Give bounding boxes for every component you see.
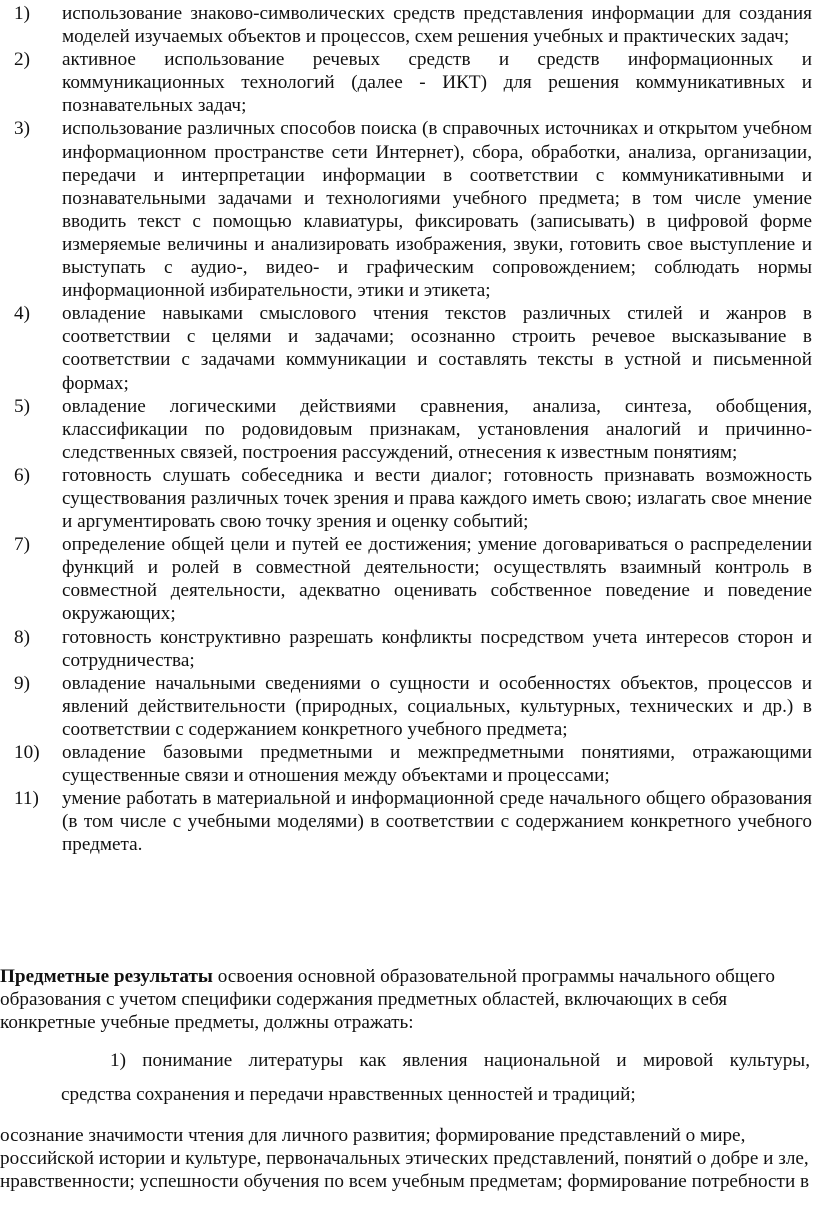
- list-item: [14, 787, 812, 856]
- list-item: [14, 672, 812, 741]
- list-item: [14, 48, 812, 117]
- list-item-number: 1): [14, 3, 30, 24]
- list-item-text: использование знаково-символических средств представления информации для создания моделей изучаемых объектов и процессов, схем решения учебных и практических задач;: [62, 3, 812, 48]
- list-item: [14, 741, 812, 787]
- list-item: [14, 2, 812, 48]
- list-item-number: 8): [14, 626, 30, 648]
- list-item-text: использование различных способов поиска (в справочных источниках и открытом учебном информационном пространстве сети Интернет), сбора, обработки, анализа, организации, передачи и интерпретации информации в соответствии с коммуникативными и познавательными задачами и технологиями учебного предмета; в том числе умение вводить текст с помощью клавиатуры, фиксировать (записывать) в цифровой форме измеряемые величины и анализировать изображения, звуки, готовить свое выступление и выступать с аудио-, видео- и графическим сопровождением; соблюдать нормы информационной избирательности, этики и этикета;: [62, 118, 812, 302]
- list-item: [14, 626, 812, 672]
- list-item-number: 11): [14, 788, 39, 810]
- list-item-text: готовность конструктивно разрешать конфликты посредством учета интересов сторон и сотрудничества;: [62, 626, 812, 671]
- list-item-number: 4): [14, 303, 30, 325]
- list-item: [14, 464, 812, 533]
- list-item: [14, 533, 812, 625]
- list-item-number: 3): [14, 118, 30, 140]
- list-item-number: 6): [14, 464, 30, 486]
- list-item-text: активное использование речевых средств и средств информационных и коммуникационных технологий (далее - ИКТ) для решения коммуникативных и познавательных задач;: [62, 49, 812, 117]
- tail-paragraph: осознание значимости чтения для личного развития; формирование представлений о мире, российской истории и культуре, первоначальных этических представлений, понятий о добре и зле, нравственности; успешности обучения по всем учебным предметам; формирование потребности в: [0, 1125, 810, 1193]
- list-item-number: 7): [14, 534, 30, 556]
- list-item-text: умение работать в материальной и информационной среде начального общего образования (в том числе с учебными моделями) в соответствии с содержанием конкретного учебного предмета.: [62, 788, 812, 856]
- list-item: [14, 117, 812, 302]
- list-item-text: овладение начальными сведениями о сущности и особенностях объектов, процессов и явлений действительности (природных, социальных, культурных, технических и др.) в соответствии с содержанием конкретного учебного предмета;: [62, 672, 812, 740]
- outcomes-list: [14, 2, 812, 856]
- list-item-text: овладение навыками смыслового чтения текстов различных стилей и жанров в соответствии с целями и задачами; осознанно строить речевое высказывание в соответствии с задачами коммуникации и составлять тексты в устной и письменной формах;: [62, 303, 812, 394]
- list-item-text: овладение логическими действиями сравнения, анализа, синтеза, обобщения, классификации по родовидовым признакам, установления аналогий и причинно-следственных связей, построения рассуждений, отнесения к известным понятиям;: [62, 395, 812, 463]
- list-item-text: овладение базовыми предметными и межпредметными понятиями, отражающими существенные связи и отношения между объектами и процессами;: [62, 742, 812, 787]
- list-item: [14, 395, 812, 464]
- subject-item-1-line-1: 1) понимание литературы как явления национальной и мировой культуры,: [110, 1050, 810, 1071]
- subject-results-heading: Предметные результаты: [0, 966, 213, 987]
- list-item-text: готовность слушать собеседника и вести диалог; готовность признавать возможность существования различных точек зрения и права каждого иметь свою; излагать свое мнение и аргументировать свою точку зрения и оценку событий;: [62, 464, 812, 533]
- subject-results-paragraph: [0, 965, 800, 1034]
- list-item-number: 2): [14, 49, 30, 71]
- list-item-number: 10): [14, 742, 40, 763]
- subject-item-1-line-2: средства сохранения и передачи нравственных ценностей и традиций;: [61, 1084, 636, 1105]
- subject-results-text: освоения основной образовательной программы начального общего образования с учетом специфики содержания предметных областей, включающих в себя конкретные учебные предметы, должны отражать:: [0, 966, 776, 1034]
- list-item: [14, 302, 812, 394]
- list-item-number: 5): [14, 395, 30, 417]
- list-item-number: 9): [14, 672, 30, 694]
- list-item-text: определение общей цели и путей ее достижения; умение договариваться о распределении функций и ролей в совместной деятельности; осуществлять взаимный контроль в совместной деятельности, адекватно оценивать собственное поведение и поведение окружающих;: [62, 534, 812, 625]
